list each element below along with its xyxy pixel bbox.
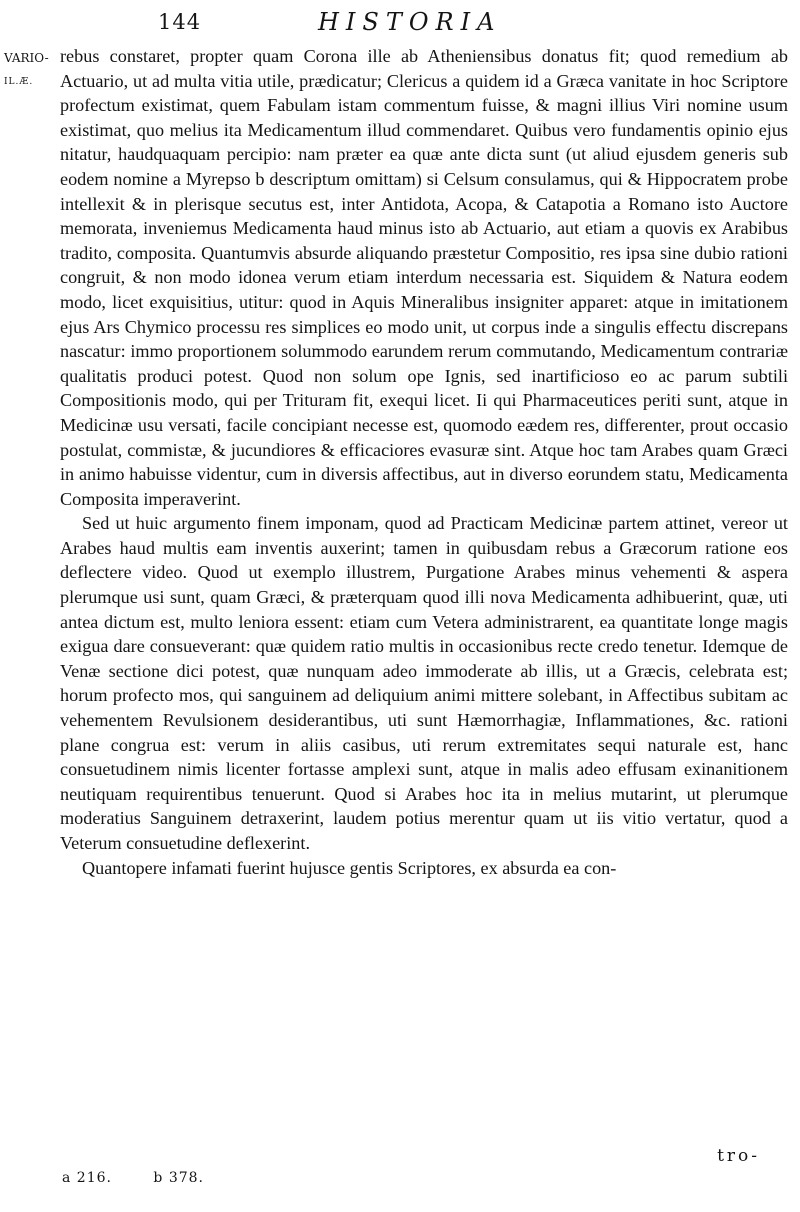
- main-text: [60, 44, 788, 880]
- paragraph: Sed ut huic argumento finem imponam, quod ad Practicam Medicinæ partem attinet, vereor ut Arabes haud multis eam inventis auxerint; tamen in quibusdam rebus a Græcorum ratione eos deflectere video. Quod ut exemplo illustrem, Purgatione Arabes minus vehementi & aspera plerumque usi sunt, quam Græci, & præterquam quod illi nova Medicamenta adhibuerint, quæ, uti antea dictum est, multo leniora essent: etiam cum Vetera administrarent, ea quantitate longe magis exigua dare consueverant: quæ quidem ratio multis in occasionibus recte credo tenetur. Idemque de Venæ sectione dici potest, quæ nunquam adeo immoderate ab illis, ut a Græcis, celebrata est; horum profecto mos, qui sanguinem ad deliquium animi mittere solebant, in Affectibus subitam ac vehementem Revulsionem desiderantibus, uti sunt Hæmorrhagiæ, Inflammationes, &c. rationi plane congrua est: verum in aliis casibus, uti rerum extremitates sequi naturale est, hanc consuetudinem nimis licenter fortasse amplexi sunt, atque in malis adeo effusam exinanitionem neutiquam requirentibus tenuerunt. Quod si Arabes hoc ita in melius mutarint, ut plerumque moderatius Sanguinem detraxerint, laudem potius merentur quam ut iis vitio vertatur, quod a Veterum consuetudine deflexerint.: [60, 513, 788, 853]
- footnote: a 216.: [62, 1170, 112, 1186]
- page-number: 144: [158, 10, 202, 34]
- paragraph: rebus constaret, propter quam Corona ille ab Atheniensibus donatus fit; quod remedium ab Actuario, ut ad multa vitia utile, prædicatur; Clericus a quidem id a Græca vanitate in hoc Scriptore profectum existimat, quem Fabulam istam commentum fuisse, & magni illius Viri nomine usum existimat, quo melius ita Medicamentum illud commendaret. Quibus vero fundamentis opinio ejus nitatur, haudquaquam percipio: nam præter ea quæ ante dicta sunt (ut aliud ejusdem generis sub eodem nomine a Myrepso b descriptum omittam) si Celsum consulamus, qui & Hippocratem probe intellexit & in plerisque secutus est, inter Antidota, Acopa, & Catapotia a Romano isto Auctore memorata, inveniemus Medicamenta haud minus isto ab Actuario, aut etiam a quovis ex Arabibus tradito, composita. Quantumvis absurde aliquando præstetur Compositio, res ipsa sine dubio rationi congruit, & non modo idonea verum etiam interdum necessaria est. Siquidem & Natura eodem modo, licet exquisitius, utitur: quod in Aquis Mineralibus insigniter apparet: atque in imitationem ejus Ars Chymico processu res simplices eo modo unit, ut corpus inde a singulis effectu discrepans nascatur: immo proportionem solummodo earundem rerum commutando, Medicamentum contrariæ qualitatis produci potest. Quod non solum ope Ignis, sed inartificioso eo ac parum subtili Compositionis modo, qui per Trituram fit, exequi licet. Ii qui Pharmaceutices periti sunt, atque in Medicinæ usu versati, facile concipiant necesse est, quomodo eædem res, differenter, prout occasio postulat, commistæ, & jucundiores & efficaciores evasuræ sint. Atque hoc tam Arabes quam Græci in animo habuisse videntur, cum in diversis affectibus, aut in diverso eorundem statu, Medicamenta Composita imperaverint.: [60, 46, 788, 509]
- running-title: HISTORIA: [318, 8, 502, 36]
- footnotes: [62, 1170, 240, 1186]
- margin-note: VARIO-: [4, 51, 49, 65]
- margin-notes: [4, 46, 60, 94]
- catchword: tro-: [717, 1146, 760, 1166]
- running-header: [158, 10, 740, 46]
- footnote: b 378.: [153, 1170, 205, 1186]
- paragraph: Quantopere infamati fuerint hujusce gentis Scriptores, ex absurda ea con-: [82, 857, 617, 878]
- margin-note: IL.Æ.: [4, 77, 34, 87]
